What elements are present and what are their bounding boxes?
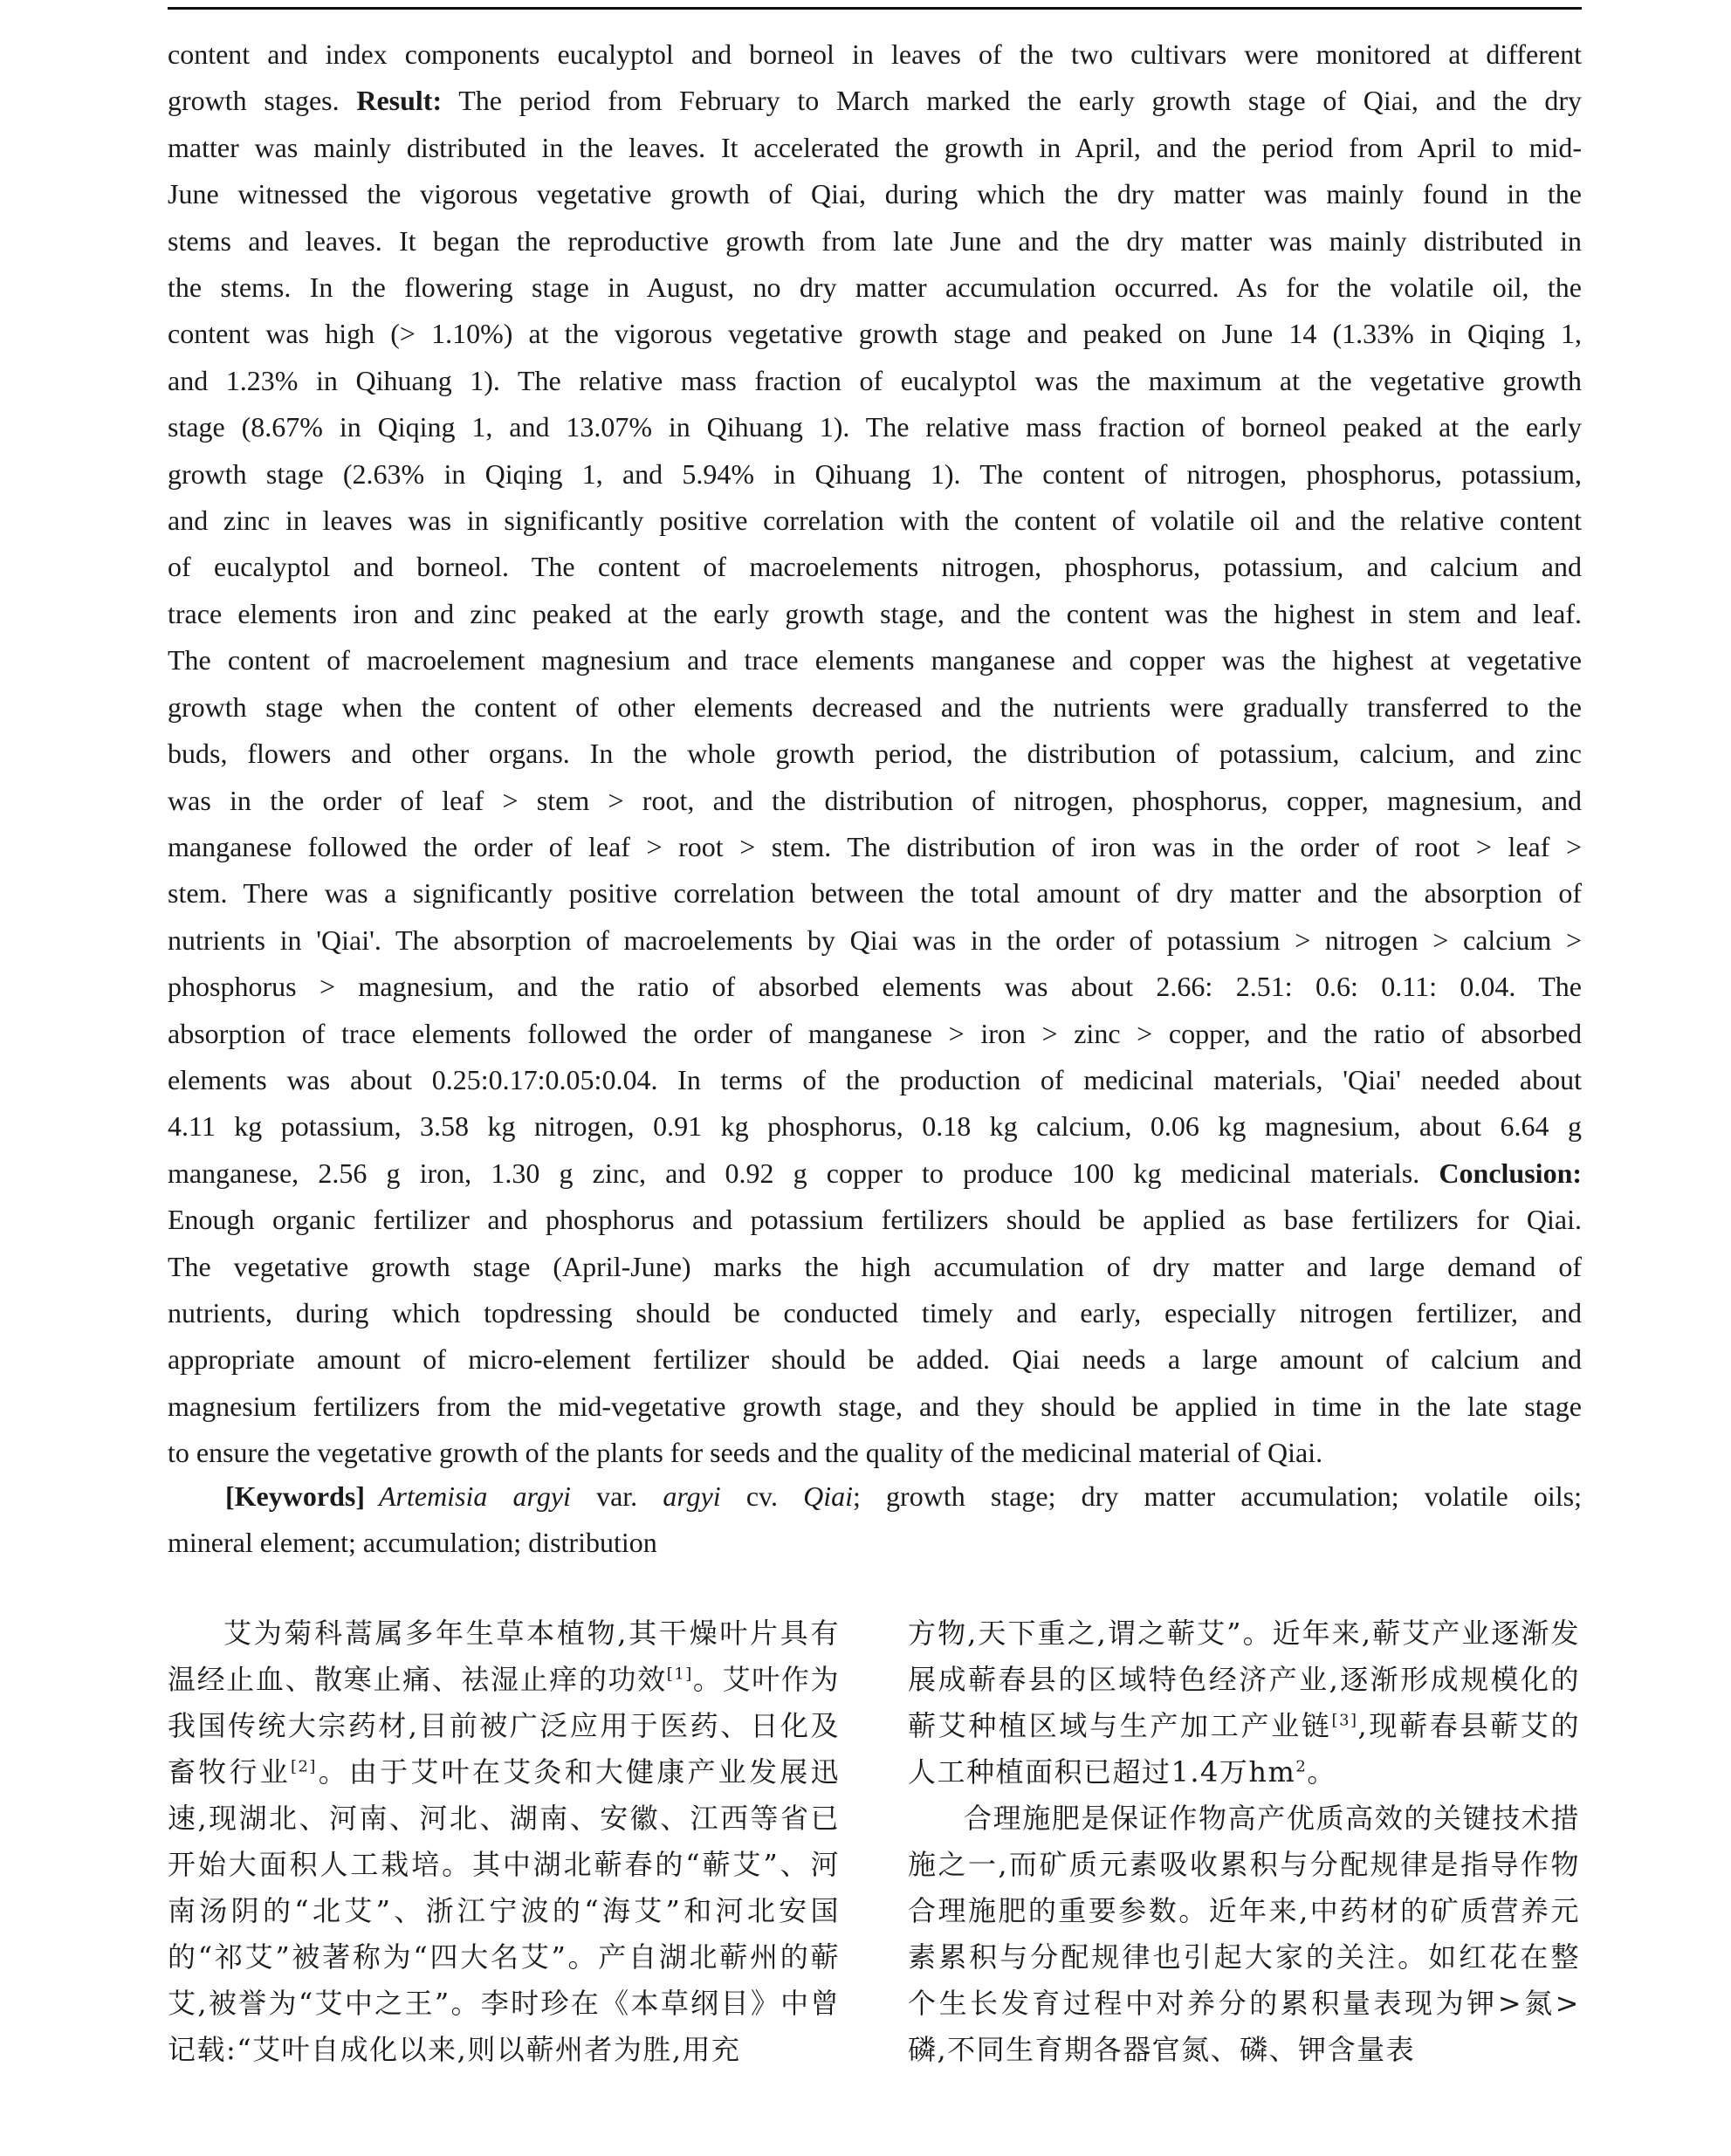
keywords-line: mineral element; accumulation; distribution bbox=[168, 1527, 657, 1559]
english-abstract bbox=[168, 31, 1582, 1477]
abstract-line: The vegetative growth stage (April-June) marks the high accumulation of dry matter and large demand of bbox=[168, 1250, 1582, 1282]
abstract-line: manganese followed the order of leaf > root > stem. The distribution of iron was in the order of root > leaf > bbox=[168, 830, 1582, 862]
keywords bbox=[168, 1473, 1582, 1567]
body-column-right bbox=[908, 1610, 1580, 2073]
abstract-line: matter was mainly distributed in the leaves. It accelerated the growth in April, and the period from April to mid- bbox=[168, 131, 1582, 163]
citation: [3] bbox=[1331, 1711, 1358, 1730]
abstract-line: was in the order of leaf > stem > root, and the distribution of nitrogen, phosphorus, copper, magnesium, and bbox=[168, 784, 1582, 816]
abstract-line: to ensure the vegetative growth of the plants for seeds and the quality of the medicinal material of Qiai. bbox=[168, 1437, 1323, 1469]
abstract-line: 4.11 kg potassium, 3.58 kg nitrogen, 0.91 kg phosphorus, 0.18 kg calcium, 0.06 kg magnesium, about 6.64 g bbox=[168, 1110, 1582, 1143]
abstract-line: Enough organic fertilizer and phosphorus and potassium fertilizers should be applied as base fertilizers for Qiai. bbox=[168, 1204, 1582, 1236]
abstract-line: magnesium fertilizers from the mid-vegetative growth stage, and they should be applied in time in the late stage bbox=[168, 1390, 1582, 1422]
abstract-line: buds, flowers and other organs. In the whole growth period, the distribution of potassium, calcium, and zinc bbox=[168, 738, 1582, 770]
abstract-line: stems and leaves. It began the reproductive growth from late June and the dry matter was mainly distributed in bbox=[168, 224, 1582, 257]
abstract-line: the stems. In the flowering stage in August, no dry matter accumulation occurred. As for the volatile oil, the bbox=[168, 271, 1582, 304]
abstract-line: elements was about 0.25:0.17:0.05:0.04. In terms of the production of medicinal materials, 'Qiai' needed about bbox=[168, 1063, 1582, 1095]
superscript: 2 bbox=[1295, 1757, 1308, 1776]
abstract-line-result: growth stages. Result: The period from February to March marked the early growth stage of Qiai, and the dry bbox=[168, 85, 1582, 117]
abstract-line: The content of macroelement magnesium and trace elements manganese and copper was the highest at vegetative bbox=[168, 644, 1582, 676]
abstract-line: of eucalyptol and borneol. The content of macroelements nitrogen, phosphorus, potassium, and calcium and bbox=[168, 551, 1582, 583]
abstract-line: stage (8.67% in Qiqing 1, and 13.07% in Qihuang 1). The relative mass fraction of borneol peaked at the early bbox=[168, 411, 1582, 443]
header-rule bbox=[168, 7, 1582, 10]
body-paragraph: 方物,天下重之,谓之蕲艾”。近年来,蕲艾产业逐渐发展成蕲春县的区域特色经济产业,逐渐形成规模化的蕲艾种植区域与生产加工产业链[3],现蕲春县蕲艾的人工种植面积已超过1.4万$hm^2$。 bbox=[908, 1617, 1580, 1789]
abstract-line: content was high (> 1.10%) at the vigorous vegetative growth stage and peaked on June 14 (1.33% in Qiqing 1, bbox=[168, 318, 1582, 350]
citation: [1] bbox=[666, 1665, 693, 1684]
body-paragraph: 合理施肥是保证作物高产优质高效的关键技术措施之一,而矿质元素吸收累积与分配规律是指导作物合理施肥的重要参数。近年来,中药材的矿质营养元素累积与分配规律也引起大家的关注。如红花在整个生长发育过程中对养分的累积量表现为钾>氮>磷,不同生育期各器官氮、磷、钾含量表 bbox=[908, 1802, 1580, 2066]
abstract-line: growth stage when the content of other elements decreased and the nutrients were gradually transferred to the bbox=[168, 690, 1582, 723]
abstract-line: nutrients in 'Qiai'. The absorption of macroelements by Qiai was in the order of potassium > nitrogen > calcium > bbox=[168, 924, 1582, 956]
keywords-line: [Keywords] Artemisia argyi var. argyi cv. Qiai; growth stage; dry matter accumulation; volatile oils; bbox=[225, 1480, 1583, 1512]
abstract-line: and 1.23% in Qihuang 1). The relative mass fraction of eucalyptol was the maximum at the vegetative growth bbox=[168, 364, 1582, 396]
abstract-line: stem. There was a significantly positive correlation between the total amount of dry matter and the absorption of bbox=[168, 877, 1582, 910]
result-label: Result: bbox=[356, 85, 443, 117]
abstract-line: June witnessed the vigorous vegetative growth of Qiai, during which the dry matter was mainly found in the bbox=[168, 178, 1582, 210]
abstract-line: phosphorus > magnesium, and the ratio of absorbed elements was about 2.66: 2.51: 0.6: 0.11: 0.04. The bbox=[168, 971, 1582, 1003]
abstract-line: growth stage (2.63% in Qiqing 1, and 5.94% in Qihuang 1). The content of nitrogen, phosphorus, potassium, bbox=[168, 457, 1582, 490]
abstract-line: nutrients, during which topdressing should be conducted timely and early, especially nitrogen fertilizer, and bbox=[168, 1296, 1582, 1329]
conclusion-label: Conclusion: bbox=[1439, 1157, 1583, 1189]
body-paragraph: 艾为菊科蒿属多年生草本植物,其干燥叶片具有温经止血、散寒止痛、祛湿止痒的功效[1]。艾叶作为我国传统大宗药材,目前被广泛应用于医药、日化及畜牧行业[2]。由于艾叶在艾灸和大健康产业发展迅速,现湖北、河南、河北、湖南、安徽、江西等省已开始大面积人工栽培。其中湖北蕲春的“蕲艾”、河南汤阴的“北艾”、浙江宁波的“海艾”和河北安国的“祁艾”被著称为“四大名艾”。产自湖北蕲州的蕲艾,被誉为“艾中之王”。李时珍在《本草纲目》中曾记载:“艾叶自成化以来,则以蕲州者为胜,用充 bbox=[168, 1617, 840, 2066]
abstract-line: and zinc in leaves was in significantly positive correlation with the content of volatile oil and the relative content bbox=[168, 505, 1582, 537]
abstract-line-conclusion: manganese, 2.56 g iron, 1.30 g zinc, and 0.92 g copper to produce 100 kg medicinal materials. Conclusion: bbox=[168, 1157, 1583, 1189]
citation: [2] bbox=[290, 1757, 317, 1776]
body-column-left bbox=[168, 1610, 840, 2073]
abstract-line: trace elements iron and zinc peaked at the early growth stage, and the content was the highest in stem and leaf. bbox=[168, 597, 1582, 629]
abstract-line: appropriate amount of micro-element fertilizer should be added. Qiai needs a large amount of calcium and bbox=[168, 1343, 1582, 1376]
abstract-line: content and index components eucalyptol and borneol in leaves of the two cultivars were monitored at different bbox=[168, 38, 1582, 70]
abstract-line: absorption of trace elements followed the order of manganese > iron > zinc > copper, and the ratio of absorbed bbox=[168, 1017, 1582, 1049]
keywords-label: [Keywords] bbox=[225, 1480, 365, 1512]
